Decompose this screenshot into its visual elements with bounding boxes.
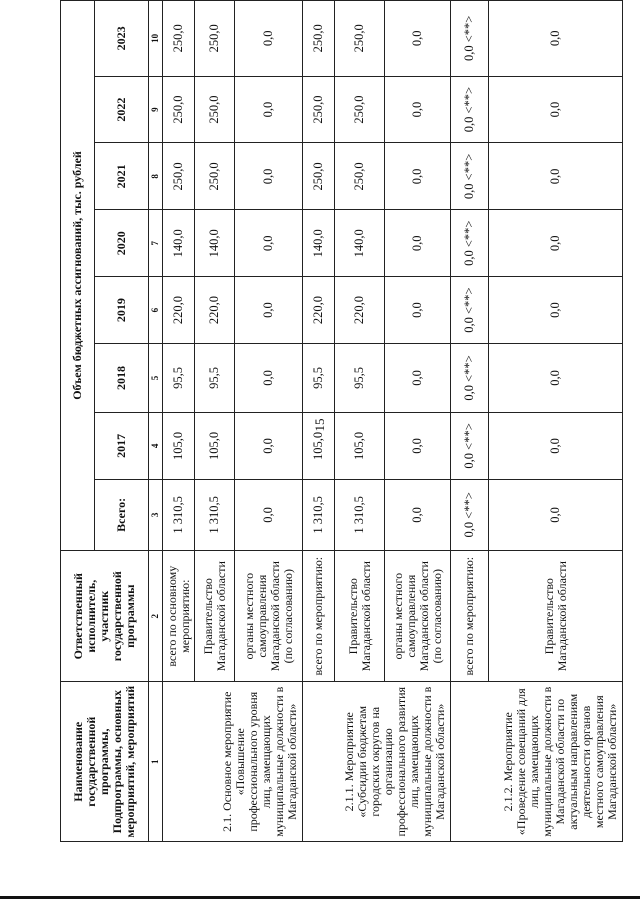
year-value-cell: 220,0: [163, 277, 195, 344]
year-value-cell: 0,0: [489, 1, 623, 77]
year-value-cell: 0,0: [489, 277, 623, 344]
year-value-cell: 0,0 <**>: [451, 1, 489, 77]
year-value-cell: 220,0: [335, 277, 385, 344]
year-value-cell: 0,0: [489, 76, 623, 143]
index-cell: 4: [149, 412, 163, 479]
total-value-cell: 1 310,5: [195, 479, 235, 550]
year-value-cell: 0,0: [235, 1, 303, 77]
header-year: 2018: [95, 343, 149, 412]
year-value-cell: 0,0: [489, 343, 623, 412]
total-value-cell: 0,0: [235, 479, 303, 550]
measure-name-cell: 2.1. Основное мероприятие «Повышение профессионального уровня лиц, замещающих муниципальные должности в Магаданской области»: [163, 682, 303, 842]
total-value-cell: 0,0 <**>: [451, 479, 489, 550]
measure-name-cell: 2.1.1. Мероприятие «Субсидии бюджетам городских округов на организацию профессионального развития лиц, замещающих муниципальные должности в Магаданской области»: [303, 682, 451, 842]
year-value-cell: 250,0: [335, 1, 385, 77]
year-value-cell: 105,0: [195, 412, 235, 479]
executor-cell: Правительство Магаданской области: [489, 550, 623, 682]
header-budget: Объем бюджетных ассигнований, тыс. рублей: [61, 1, 95, 551]
year-value-cell: 250,0: [195, 143, 235, 210]
rotated-table-wrapper: [60, 0, 619, 842]
header-name: Наименование государственной программы, Подпрограммы, основных мероприятий, мероприятий: [61, 682, 149, 842]
year-value-cell: 95,5: [163, 343, 195, 412]
executor-cell: Правительство Магаданской области: [335, 550, 385, 682]
executor-cell: всего по мероприятию:: [451, 550, 489, 682]
year-value-cell: 95,5: [195, 343, 235, 412]
index-cell: 10: [149, 1, 163, 77]
year-value-cell: 0,0 <**>: [451, 143, 489, 210]
year-value-cell: 95,5: [335, 343, 385, 412]
executor-cell: всего по основному мероприятию:: [163, 550, 195, 682]
year-value-cell: 250,0: [163, 143, 195, 210]
total-value-cell: 1 310,5: [163, 479, 195, 550]
header-year: 2021: [95, 143, 149, 210]
index-cell: 9: [149, 76, 163, 143]
year-value-cell: 0,0: [235, 210, 303, 277]
header-year: 2020: [95, 210, 149, 277]
year-value-cell: 0,0: [489, 143, 623, 210]
measure-name-cell: 2.1.2. Мероприятие «Проведение совещаний для лиц, замещающих муниципальные должности в Магаданской области по актуальным направлениям деятельности органов местного самоуправления Магаданской области»: [451, 682, 623, 842]
year-value-cell: 0,0: [489, 210, 623, 277]
year-value-cell: 250,0: [195, 76, 235, 143]
year-value-cell: 0,0: [385, 343, 451, 412]
page-number: 15: [312, 418, 327, 432]
year-value-cell: 0,0 <**>: [451, 210, 489, 277]
index-cell: 3: [149, 479, 163, 550]
year-value-cell: 105,0: [335, 412, 385, 479]
year-value-cell: 0,0: [385, 277, 451, 344]
executor-cell: всего по мероприятию:: [303, 550, 335, 682]
year-value-cell: 105,0: [303, 412, 335, 479]
executor-cell: органы местного самоуправления Магаданской области (по согласованию): [235, 550, 303, 682]
bottom-rule: [0, 896, 640, 899]
year-value-cell: 140,0: [303, 210, 335, 277]
year-value-cell: 0,0: [489, 412, 623, 479]
table-row: [303, 1, 335, 842]
year-value-cell: 0,0: [385, 210, 451, 277]
year-value-cell: 0,0: [235, 277, 303, 344]
year-value-cell: 250,0: [163, 76, 195, 143]
year-value-cell: 95,5: [303, 343, 335, 412]
year-value-cell: 0,0: [385, 412, 451, 479]
year-value-cell: 250,0: [163, 1, 195, 77]
year-value-cell: 250,0: [335, 76, 385, 143]
year-value-cell: 105,0: [163, 412, 195, 479]
year-value-cell: 140,0: [335, 210, 385, 277]
total-value-cell: 0,0: [385, 479, 451, 550]
year-value-cell: 0,0: [385, 1, 451, 77]
year-value-cell: 0,0 <**>: [451, 277, 489, 344]
index-cell: 8: [149, 143, 163, 210]
table-row: [163, 1, 195, 842]
year-value-cell: 0,0: [385, 76, 451, 143]
year-value-cell: 250,0: [195, 1, 235, 77]
year-value-cell: 250,0: [335, 143, 385, 210]
year-value-cell: 0,0: [235, 412, 303, 479]
index-cell: 1: [149, 682, 163, 842]
budget-table: [60, 0, 623, 842]
total-value-cell: 0,0: [489, 479, 623, 550]
year-value-cell: 0,0: [235, 76, 303, 143]
header-total: Всего:: [95, 479, 149, 550]
header-executor: Ответственный исполнитель, участник государственной программы: [61, 550, 149, 682]
index-cell: 2: [149, 550, 163, 682]
index-cell: 7: [149, 210, 163, 277]
total-value-cell: 1 310,5: [335, 479, 385, 550]
index-cell: 5: [149, 343, 163, 412]
year-value-cell: 0,0 <**>: [451, 343, 489, 412]
year-value-cell: 250,0: [303, 1, 335, 77]
year-value-cell: 220,0: [195, 277, 235, 344]
total-value-cell: 1 310,5: [303, 479, 335, 550]
year-value-cell: 0,0: [235, 143, 303, 210]
year-value-cell: 0,0 <**>: [451, 412, 489, 479]
year-value-cell: 0,0 <**>: [451, 76, 489, 143]
header-year: 2022: [95, 76, 149, 143]
year-value-cell: 140,0: [163, 210, 195, 277]
table-row: [451, 1, 489, 842]
header-year: 2019: [95, 277, 149, 344]
executor-cell: органы местного самоуправления Магаданской области (по согласованию): [385, 550, 451, 682]
index-cell: 6: [149, 277, 163, 344]
year-value-cell: 0,0: [235, 343, 303, 412]
executor-cell: Правительство Магаданской области: [195, 550, 235, 682]
year-value-cell: 250,0: [303, 76, 335, 143]
year-value-cell: 0,0: [385, 143, 451, 210]
year-value-cell: 220,0: [303, 277, 335, 344]
header-year: 2017: [95, 412, 149, 479]
year-value-cell: 250,0: [303, 143, 335, 210]
header-year: 2023: [95, 1, 149, 77]
year-value-cell: 140,0: [195, 210, 235, 277]
